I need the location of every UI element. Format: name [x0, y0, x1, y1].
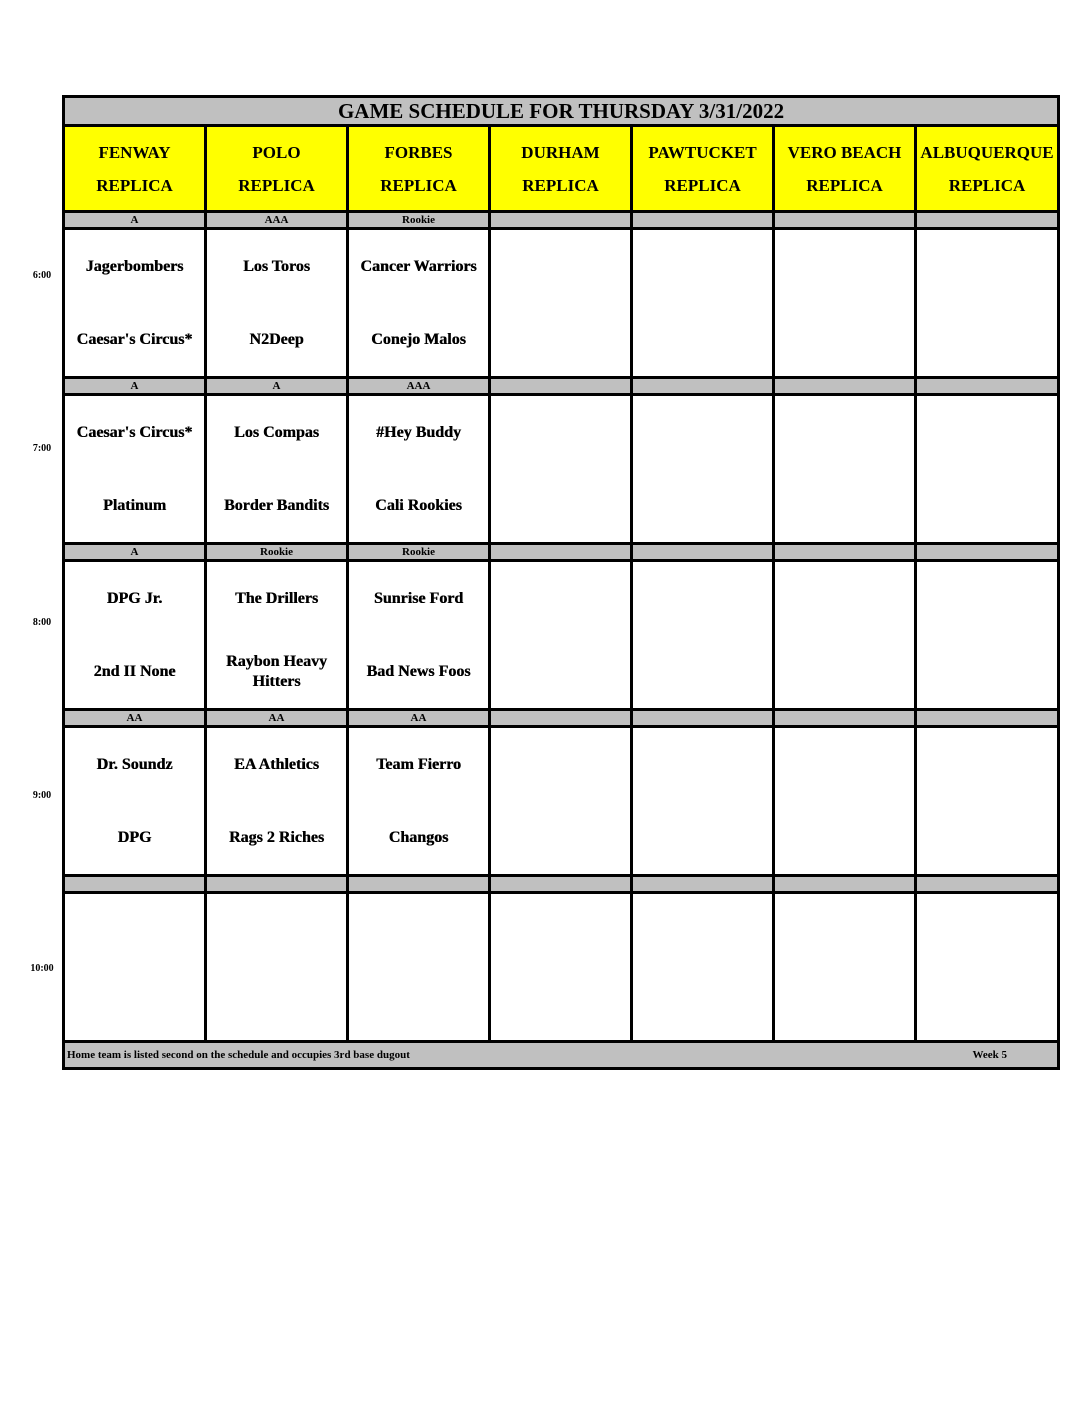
away-team	[633, 396, 772, 469]
game-cell	[206, 727, 348, 876]
division-label: AA	[64, 710, 206, 727]
away-team	[207, 894, 346, 967]
home-team: DPG	[117, 828, 152, 846]
home-team: 2nd II None	[93, 662, 176, 680]
division-row	[64, 710, 1059, 727]
game-cell	[632, 229, 774, 378]
away-team	[491, 230, 630, 303]
game-cell	[348, 893, 490, 1042]
division-label	[490, 212, 632, 229]
game-cell	[64, 395, 206, 544]
game-row	[64, 395, 1059, 544]
home-team	[349, 967, 488, 1040]
game-cell	[774, 561, 916, 710]
away-team	[917, 562, 1057, 635]
division-label: A	[64, 544, 206, 561]
home-team	[917, 801, 1057, 874]
away-team: #Hey Buddy	[376, 423, 461, 441]
game-cell	[632, 395, 774, 544]
field-subtitle: REPLICA	[238, 175, 315, 195]
division-label	[206, 876, 348, 893]
week-label: Week 5	[972, 1049, 1008, 1061]
game-cell	[490, 395, 632, 544]
away-team	[917, 894, 1057, 967]
field-header	[348, 126, 490, 212]
away-team: Dr. Soundz	[96, 755, 173, 773]
field-header	[774, 126, 916, 212]
field-name: VERO BEACH	[787, 142, 902, 162]
away-team	[491, 562, 630, 635]
home-team	[917, 635, 1057, 708]
away-team: Sunrise Ford	[373, 589, 464, 607]
away-team	[633, 894, 772, 967]
footer-bar	[64, 1042, 1059, 1069]
field-header	[206, 126, 348, 212]
game-cell	[64, 229, 206, 378]
division-label	[490, 544, 632, 561]
game-cell	[206, 893, 348, 1042]
division-label: A	[64, 212, 206, 229]
game-row	[64, 893, 1059, 1042]
game-cell	[916, 395, 1059, 544]
away-team	[775, 230, 914, 303]
away-team: Team Fierro	[376, 755, 461, 773]
away-team: DPG Jr.	[106, 589, 163, 607]
away-team	[491, 894, 630, 967]
field-subtitle: REPLICA	[380, 175, 457, 195]
division-label	[632, 212, 774, 229]
game-cell	[206, 395, 348, 544]
game-cell	[916, 893, 1059, 1042]
away-team	[491, 728, 630, 801]
division-row	[64, 544, 1059, 561]
game-cell	[632, 727, 774, 876]
away-team	[775, 396, 914, 469]
game-cell	[490, 727, 632, 876]
game-cell	[348, 727, 490, 876]
away-team: Caesar's Circus*	[76, 423, 193, 441]
field-header	[916, 126, 1059, 212]
division-label	[632, 544, 774, 561]
division-label	[64, 876, 206, 893]
division-label: Rookie	[348, 212, 490, 229]
home-team: Border Bandits	[223, 496, 330, 514]
division-row	[64, 876, 1059, 893]
division-row	[64, 378, 1059, 395]
division-label: AA	[348, 710, 490, 727]
home-team: Caesar's Circus*	[76, 330, 193, 348]
away-team	[349, 894, 488, 967]
home-team	[491, 967, 630, 1040]
game-cell	[490, 893, 632, 1042]
home-team	[491, 635, 630, 708]
home-team	[775, 801, 914, 874]
home-team	[775, 303, 914, 376]
game-row	[64, 561, 1059, 710]
field-name: ALBUQUERQUE	[920, 142, 1054, 162]
home-team	[775, 635, 914, 708]
game-cell	[916, 561, 1059, 710]
division-label	[916, 378, 1059, 395]
game-cell	[916, 727, 1059, 876]
division-label	[490, 876, 632, 893]
away-team: The Drillers	[234, 589, 319, 607]
division-label: AAA	[348, 378, 490, 395]
field-header	[64, 126, 206, 212]
home-team: Conejo Malos	[371, 330, 466, 348]
home-team: N2Deep	[249, 330, 304, 348]
division-label	[774, 212, 916, 229]
home-team	[633, 469, 772, 542]
home-team: Cali Rookies	[375, 496, 462, 514]
division-label: AAA	[206, 212, 348, 229]
field-header-row	[64, 126, 1059, 212]
division-label	[774, 710, 916, 727]
home-team: Changos	[388, 828, 449, 846]
game-cell	[348, 229, 490, 378]
division-label	[632, 378, 774, 395]
field-header	[490, 126, 632, 212]
field-name: FENWAY	[98, 142, 171, 162]
game-row	[64, 229, 1059, 378]
home-team	[491, 801, 630, 874]
field-name: POLO	[252, 142, 301, 162]
division-label	[348, 876, 490, 893]
division-label	[916, 710, 1059, 727]
home-team: Rags 2 Riches	[228, 828, 325, 846]
division-label: AA	[206, 710, 348, 727]
away-team: EA Athletics	[234, 755, 319, 773]
game-cell	[490, 229, 632, 378]
division-label: Rookie	[348, 544, 490, 561]
field-subtitle: REPLICA	[96, 175, 173, 195]
game-cell	[64, 561, 206, 710]
time-label: 9:00	[32, 790, 52, 801]
division-label	[916, 876, 1059, 893]
field-name: DURHAM	[521, 142, 600, 162]
division-label: A	[64, 378, 206, 395]
away-team	[917, 230, 1057, 303]
game-cell	[774, 395, 916, 544]
away-team	[775, 894, 914, 967]
away-team	[633, 230, 772, 303]
field-subtitle: REPLICA	[522, 175, 599, 195]
home-team	[775, 967, 914, 1040]
division-label	[774, 378, 916, 395]
home-team	[633, 801, 772, 874]
home-team	[633, 303, 772, 376]
division-label	[490, 378, 632, 395]
home-team	[917, 967, 1057, 1040]
away-team: Los Toros	[243, 257, 310, 275]
home-team	[491, 303, 630, 376]
game-cell	[206, 561, 348, 710]
home-team	[633, 635, 772, 708]
schedule-table	[62, 95, 1060, 1070]
time-label: 7:00	[32, 443, 52, 454]
home-team	[633, 967, 772, 1040]
time-label: 6:00	[32, 270, 52, 281]
game-cell	[64, 727, 206, 876]
home-team	[775, 469, 914, 542]
time-label: 10:00	[30, 963, 54, 974]
away-team	[917, 728, 1057, 801]
division-label	[632, 710, 774, 727]
field-subtitle: REPLICA	[948, 175, 1026, 195]
division-label	[916, 544, 1059, 561]
division-label: A	[206, 378, 348, 395]
game-cell	[348, 395, 490, 544]
division-label	[916, 212, 1059, 229]
home-team	[917, 469, 1057, 542]
division-label	[774, 544, 916, 561]
game-cell	[774, 893, 916, 1042]
away-team	[491, 396, 630, 469]
division-label	[774, 876, 916, 893]
game-cell	[632, 561, 774, 710]
away-team: Los Compas	[234, 423, 319, 441]
game-cell	[348, 561, 490, 710]
away-team	[775, 728, 914, 801]
field-subtitle: REPLICA	[664, 175, 741, 195]
away-team	[65, 894, 204, 967]
home-team	[917, 303, 1057, 376]
game-cell	[774, 229, 916, 378]
away-team	[917, 396, 1057, 469]
game-cell	[632, 893, 774, 1042]
away-team: Jagerbombers	[85, 257, 184, 275]
division-label	[490, 710, 632, 727]
game-cell	[916, 229, 1059, 378]
away-team: Cancer Warriors	[360, 257, 477, 275]
game-cell	[490, 561, 632, 710]
home-team	[207, 967, 346, 1040]
time-label: 8:00	[32, 617, 52, 628]
away-team	[775, 562, 914, 635]
field-name: FORBES	[384, 142, 453, 162]
home-team: Platinum	[102, 496, 167, 514]
division-label: Rookie	[206, 544, 348, 561]
away-team	[633, 728, 772, 801]
field-name: PAWTUCKET	[648, 142, 757, 162]
division-label	[632, 876, 774, 893]
schedule-title: GAME SCHEDULE FOR THURSDAY 3/31/2022	[64, 97, 1059, 126]
field-subtitle: REPLICA	[806, 175, 883, 195]
home-team-note: Home team is listed second on the schedule and occupies 3rd base dugout	[67, 1049, 410, 1061]
away-team	[633, 562, 772, 635]
field-header	[632, 126, 774, 212]
game-cell	[774, 727, 916, 876]
game-cell	[206, 229, 348, 378]
home-team	[491, 469, 630, 542]
game-row	[64, 727, 1059, 876]
home-team: Bad News Foos	[366, 662, 471, 680]
home-team	[65, 967, 204, 1040]
division-row	[64, 212, 1059, 229]
home-team: Raybon Heavy Hitters	[226, 652, 327, 690]
game-cell	[64, 893, 206, 1042]
